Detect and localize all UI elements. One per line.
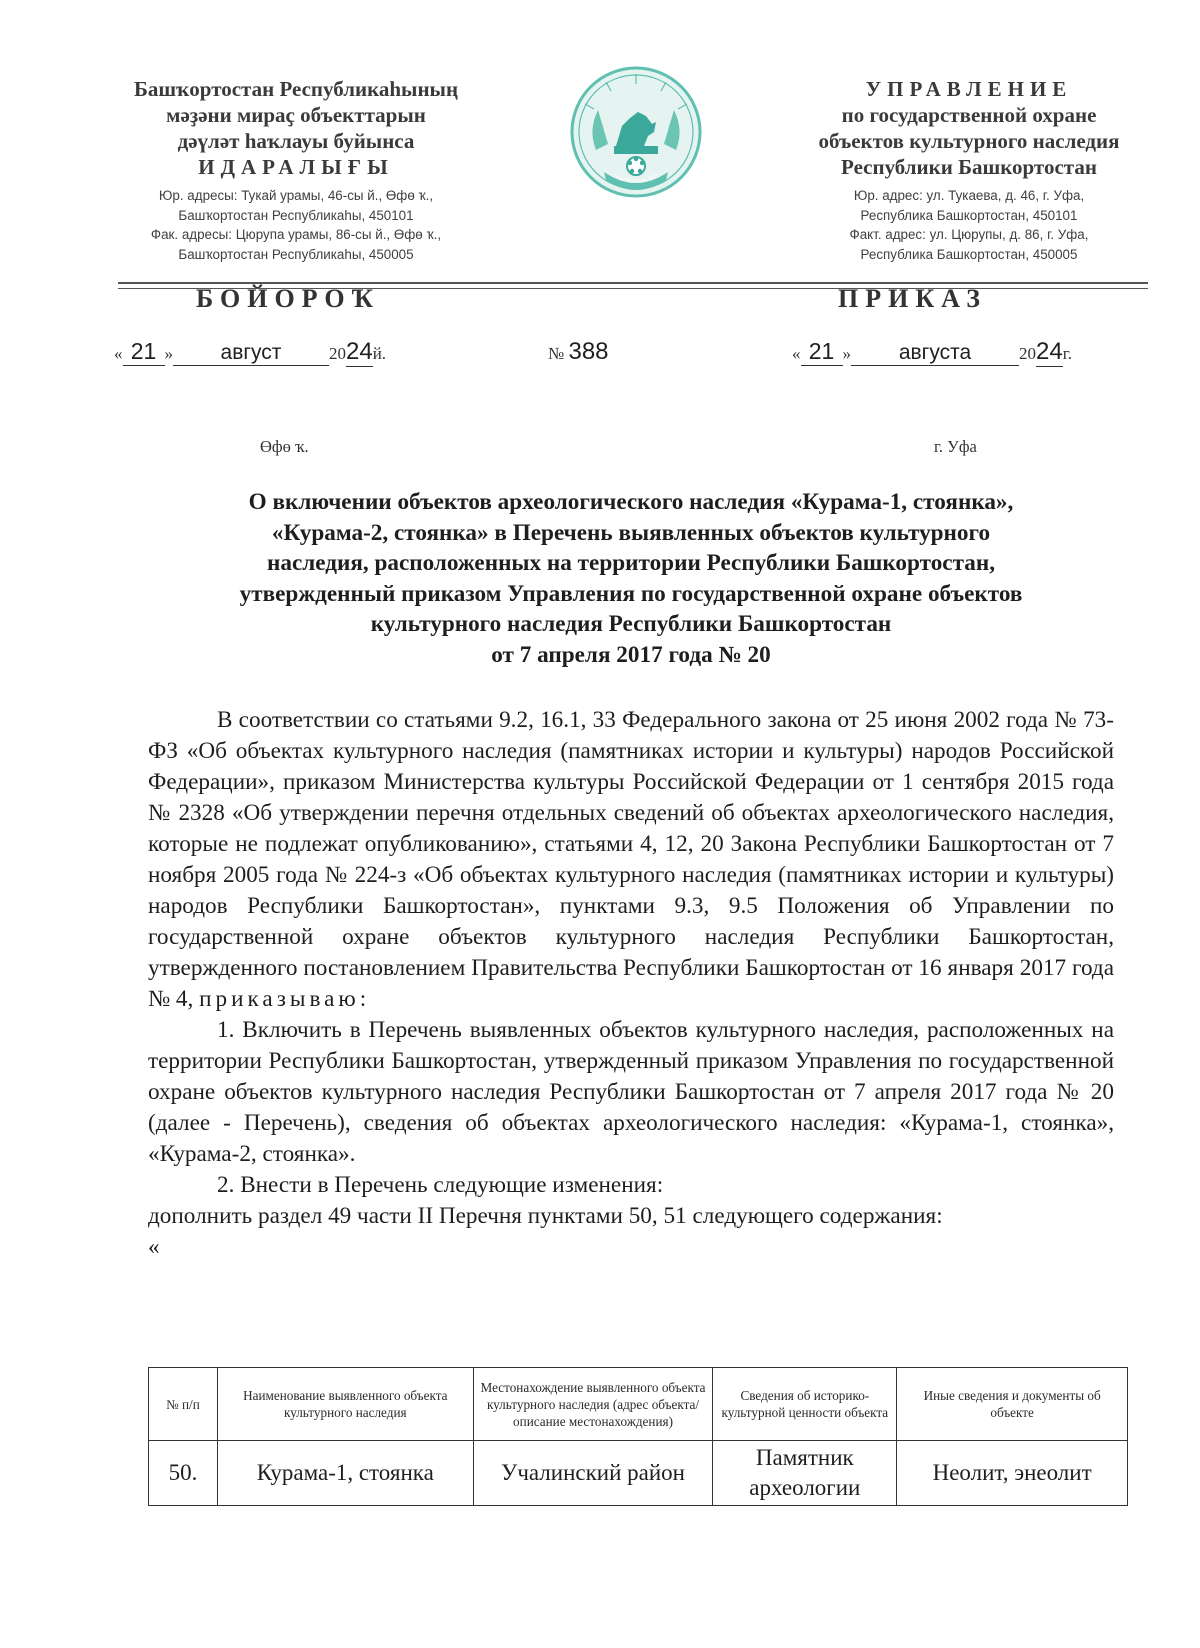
date-quote-close: » xyxy=(164,344,173,363)
table-cell-num: 50. xyxy=(149,1441,218,1506)
item-2-text: дополнить раздел 49 части II Перечня пунктами 50, 51 следующего содержания: xyxy=(148,1203,943,1229)
date-quote-close: » xyxy=(842,344,851,363)
title-line: наследия, расположенных на территории Республики Башкортостан, xyxy=(266,550,995,576)
date-left xyxy=(114,338,386,367)
header-left-line: Башҡортостан Республикаһының xyxy=(133,77,459,101)
table-cell-location: Учалинский район xyxy=(473,1441,713,1506)
date-right-year-prefix: 20 xyxy=(1019,344,1036,363)
header-right-line: по государственной охране xyxy=(841,103,1097,127)
city-right: г. Уфа xyxy=(934,437,977,456)
table-row xyxy=(149,1441,1128,1506)
preamble-text: В соответствии со статьями 9.2, 16.1, 33 Федерального закона от 25 июня 2002 года № 73-ФЗ «Об объектах культурного наследия (памятниках истории и культуры) народов Российской Федерации», приказом Министерства культуры Российской Федерации от 1 сентября 2015 года № 2328 «Об утверждении перечня отдельных сведений об объектах археологического наследия, которые не подлежат опубликованию», статьями 4, 12, 20 Закона Республики Башкортостан от 7 ноября 2005 года № 224-з «Об объектах культурного наследия (памятниках истории и культуры) народов Республики Башкортостан», пунктами 9.3, 9.5 Положения об Управлении по государственной охране объектов культурного наследия Республики Башкортостан, утвержденного постановлением Правительства Республики Башкортостан от 16 января 2017 года № 4, xyxy=(148,707,1114,1012)
date-right-month: августа xyxy=(898,341,972,364)
header-left-address xyxy=(108,186,484,264)
address-line: Республика Башкортостан, 450101 xyxy=(860,207,1078,223)
table-header-cell: Наименование выявленного объекта культурного наследия xyxy=(217,1368,473,1441)
address-line: Юр. адрес: ул. Тукаева, д. 46, г. Уфа, xyxy=(853,188,1085,203)
city-left: Өфө ҡ. xyxy=(260,437,309,456)
date-left-tail: й. xyxy=(372,344,387,363)
order-number-value: 388 xyxy=(568,338,609,365)
address-line: Факт. адрес: ул. Цюрупы, д. 86, г. Уфа, xyxy=(849,227,1089,242)
header-left-line: дәүләт һаҡлауы буйынса xyxy=(177,129,415,153)
address-line: Республика Башкортостан, 450005 xyxy=(860,246,1078,262)
date-right-year: 24 xyxy=(1036,338,1063,365)
doc-type-left: БОЙОРОҠ xyxy=(196,284,381,313)
title-line: «Курама-2, стоянка» в Перечень выявленных объектов культурного xyxy=(271,519,991,546)
address-line: Башҡортостан Республикаһы, 450005 xyxy=(178,246,414,262)
date-left-year-prefix: 20 xyxy=(329,344,346,363)
order-word: приказываю: xyxy=(199,986,371,1012)
quote-open-mark: « xyxy=(148,1234,160,1260)
order-body xyxy=(148,705,1114,1263)
table-header-cell: № п/п xyxy=(149,1368,218,1441)
date-left-year: 24 xyxy=(346,338,373,365)
header-right-line: объектов культурного наследия xyxy=(818,129,1120,153)
preamble-paragraph xyxy=(148,705,1114,1015)
table-header-cell: Сведения об историко-культурной ценности объекта xyxy=(713,1368,897,1441)
objects-table xyxy=(148,1367,1128,1506)
table-cell-name: Курама-1, стоянка xyxy=(217,1441,473,1506)
title-line: культурного наследия Республики Башкортостан xyxy=(370,611,892,637)
doc-type-right: ПРИКАЗ xyxy=(838,284,988,313)
date-left-day: 21 xyxy=(130,338,157,364)
table-cell-other: Неолит, энеолит xyxy=(897,1441,1128,1506)
header-right-line: УПРАВЛЕНИЕ xyxy=(865,77,1073,101)
date-right-day: 21 xyxy=(808,338,835,364)
header-right-title xyxy=(792,76,1146,180)
title-line: утвержденный приказом Управления по государственной охране объектов xyxy=(239,580,1023,607)
header-left-line: ИДАРАЛЫҒЫ xyxy=(198,155,394,179)
address-line: Юр. адресы: Тукай урамы, 46-сы й., Өфө ҡ., xyxy=(158,188,434,203)
date-right xyxy=(792,338,1072,367)
order-number xyxy=(548,338,609,366)
item-2: 2. Внести в Перечень следующие изменения: xyxy=(217,1172,664,1198)
table-cell-value: Памятник археологии xyxy=(713,1441,897,1506)
item-1: 1. Включить в Перечень выявленных объектов культурного наследия, расположенных на территории Республики Башкортостан, утвержденный приказом Управления по государственной охране объектов культурного наследия Республики Башкортостан от 7 апреля 2017 года № 20 (далее - Перечень), сведения об объектах археологического наследия: «Курама-1, стоянка», «Курама-2, стоянка». xyxy=(148,1017,1114,1167)
header-left-line: мәҙәни мираҫ объекттарын xyxy=(166,103,426,127)
table-header-cell: Иные сведения и документы об объекте xyxy=(897,1368,1128,1441)
order-number-label: № xyxy=(548,344,565,363)
address-line: Башҡортостан Республикаһы, 450101 xyxy=(178,207,414,223)
date-right-tail: г. xyxy=(1062,344,1073,363)
emblem-caption: БАШҠОРТОСТАН xyxy=(612,172,660,185)
table-header-row xyxy=(149,1368,1128,1441)
date-quote-open: « xyxy=(792,344,801,363)
header-right-line: Республики Башкортостан xyxy=(841,155,1097,179)
order-title xyxy=(148,487,1114,670)
title-line: О включении объектов археологического наследия «Курама-1, стоянка», xyxy=(248,489,1014,515)
date-left-month: август xyxy=(220,341,282,364)
date-quote-open: « xyxy=(114,344,123,363)
title-line: от 7 апреля 2017 года № 20 xyxy=(491,641,771,668)
header-left-title xyxy=(108,76,484,180)
table-header-cell: Местонахождение выявленного объекта культурного наследия (адрес объекта/описание местонахождения) xyxy=(473,1368,713,1441)
header-right-address xyxy=(792,186,1146,264)
address-line: Фак. адресы: Цюрупа урамы, 86-сы й., Өфө ҡ., xyxy=(150,227,442,242)
coat-of-arms-emblem xyxy=(568,64,704,200)
